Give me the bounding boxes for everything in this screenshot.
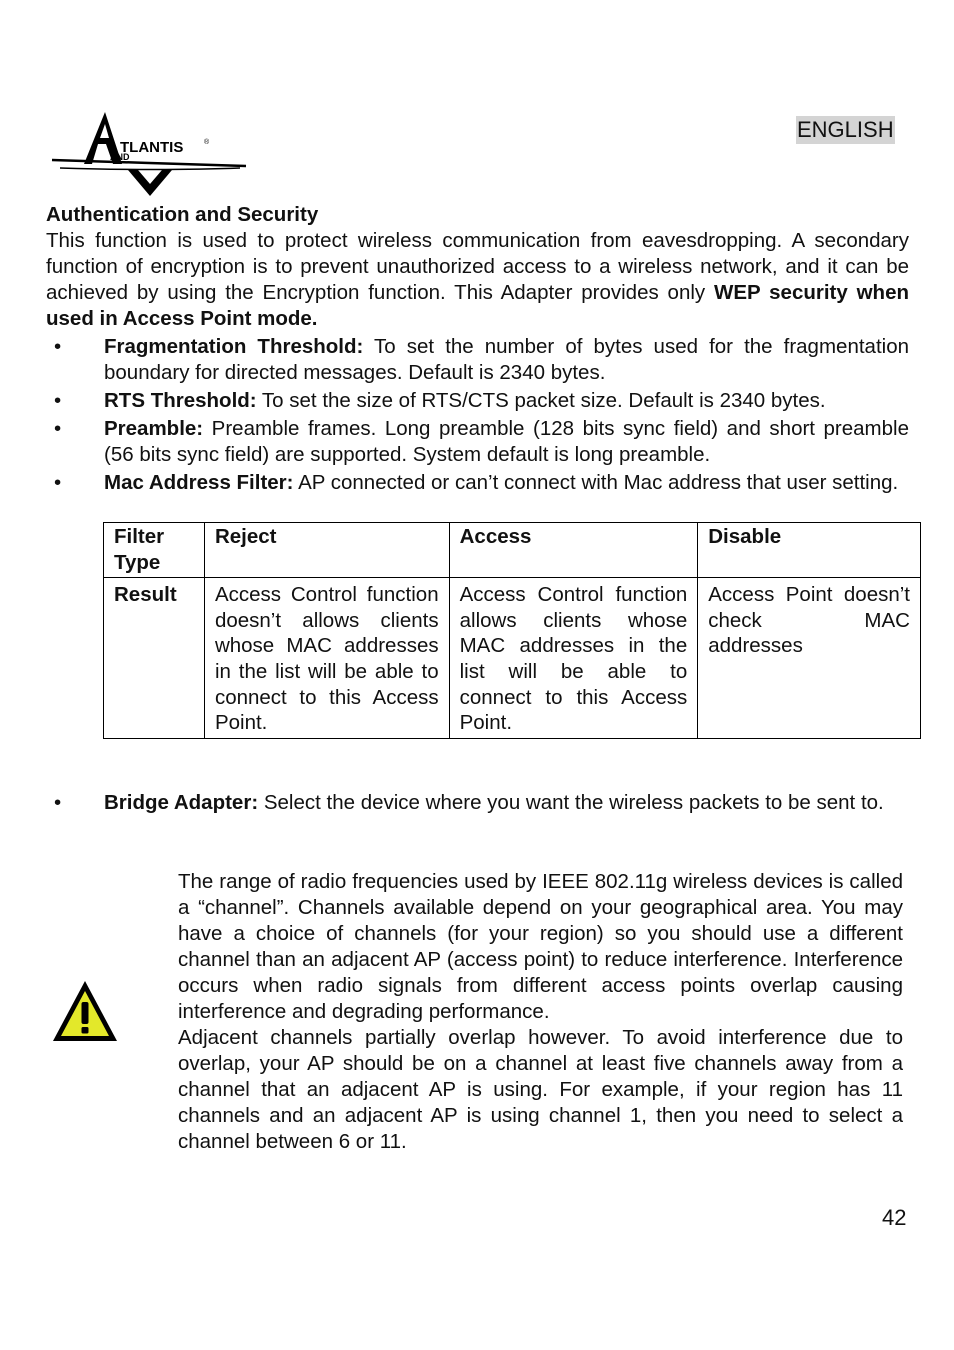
language-label: ENGLISH (797, 117, 894, 142)
bullet-label: Fragmentation Threshold: (104, 335, 364, 358)
bullet-bridge (46, 790, 909, 816)
intro-text: This function is used to protect wireless communication from eavesdropping. A secondary function of encryption is to prevent unauthorized access to a wireless network, and it can be achieved by using the Encryption function. This Adapter provides only (46, 229, 909, 304)
table-header-cell: Disable (698, 523, 921, 578)
table-header-cell: Access (449, 523, 698, 578)
bullet-dot-icon: • (54, 335, 62, 358)
table-header-cell: Filter Type (104, 523, 205, 578)
bullet-dot-icon: • (54, 389, 62, 412)
bullet-text: To set the size of RTS/CTS packet size. Default is 2340 bytes. (256, 389, 826, 412)
svg-text:AND: AND (110, 152, 130, 162)
bullet-dot-icon: • (54, 471, 62, 494)
settings-bullet-list (46, 334, 909, 496)
table-row (104, 578, 921, 739)
bullet-label: Mac Address Filter: (104, 471, 294, 494)
table-header-cell: Reject (204, 523, 449, 578)
bullet-text: AP connected or can’t connect with Mac address that user setting. (293, 471, 899, 494)
main-content (46, 202, 909, 496)
channel-note (178, 869, 903, 1155)
bullet-text: To set the number of bytes used for the fragmentation boundary for directed messages. Default is 2340 bytes. (104, 335, 909, 384)
note-paragraph: Adjacent channels partially overlap however. To avoid interference due to overlap, your AP should be on a channel at least five channels away from a channel that an adjacent AP is using. For example, if your region has 11 channels and an adjacent AP is using channel 1, then you need to select a channel between 6 or 11. (178, 1026, 903, 1153)
bullet-preamble (46, 416, 909, 468)
bridge-section (46, 790, 909, 816)
intro-paragraph (46, 228, 909, 332)
bullet-label: Bridge Adapter: (104, 791, 259, 814)
bullet-mac-filter (46, 470, 909, 496)
table-cell: Access Control function doesn’t allows clients whose MAC addresses in the list will be able to connect to this Access Point. (204, 578, 449, 739)
table-cell: Access Control function allows clients whose MAC addresses in the list will be able to connect to this Access Point. (449, 578, 698, 739)
bullet-text: Preamble frames. Long preamble (128 bits sync field) and short preamble (56 bits sync field) are supported. System default is long preamble. (104, 417, 909, 466)
svg-text:®: ® (204, 139, 210, 146)
bridge-bullet-list (46, 790, 909, 816)
table-row-label: Result (104, 578, 205, 739)
table-cell: Access Point doesn’t check MAC addresses (698, 578, 921, 739)
svg-text:TLANTIS: TLANTIS (120, 139, 184, 156)
atlantis-logo-graphic (50, 108, 250, 200)
warning-icon (50, 978, 120, 1044)
table-header-row (104, 523, 921, 578)
bullet-label: Preamble: (104, 417, 204, 440)
bullet-rts (46, 388, 909, 414)
intro-bold-text: WEP security when used in Access Point mode. (46, 281, 909, 330)
section-title: Authentication and Security (46, 203, 319, 226)
atlantis-logo (50, 108, 250, 200)
bullet-dot-icon: • (54, 417, 62, 440)
page-number: 42 (882, 1205, 907, 1230)
bullet-label: RTS Threshold: (104, 389, 257, 412)
bullet-fragmentation (46, 334, 909, 386)
note-paragraph: The range of radio frequencies used by IEEE 802.11g wireless devices is called a “channel”. Channels available depend on your geographical area. You may have a choice of channels (for your region) so you should use a different channel than an adjacent AP (access point) to reduce interference. Interference occurs when radio signals from different access points overlap causing interference and degrading performance. (178, 870, 903, 1023)
bullet-text: Select the device where you want the wireless packets to be sent to. (258, 791, 884, 814)
bullet-dot-icon: • (54, 791, 62, 814)
mac-filter-table (103, 522, 921, 739)
